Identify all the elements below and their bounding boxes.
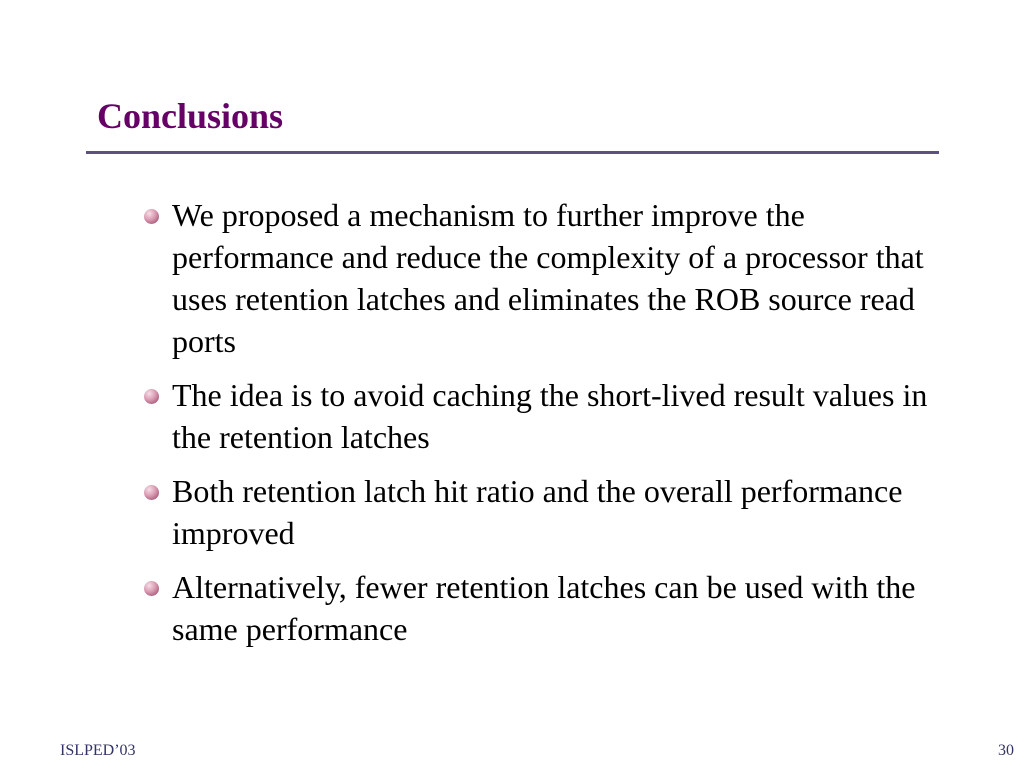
bullet-item bbox=[141, 470, 941, 554]
bullet-text: We proposed a mechanism to further improve the performance and reduce the complexity of a processor that uses retention latches and eliminates the ROB source read ports bbox=[172, 197, 924, 359]
bullet-item bbox=[141, 194, 941, 362]
bullet-text: Both retention latch hit ratio and the overall performance improved bbox=[172, 473, 903, 551]
footer-page-number: 30 bbox=[998, 742, 1014, 759]
bullet-text: The idea is to avoid caching the short-lived result values in the retention latches bbox=[172, 377, 928, 455]
bullet-item bbox=[141, 566, 941, 650]
bullet-dot-icon bbox=[144, 485, 159, 500]
bullet-dot-icon bbox=[144, 209, 159, 224]
slide-title: Conclusions bbox=[97, 96, 284, 136]
bullet-list bbox=[141, 194, 941, 662]
footer-conference: ISLPED’03 bbox=[60, 742, 136, 759]
title-divider bbox=[86, 151, 939, 154]
bullet-dot-icon bbox=[144, 389, 159, 404]
bullet-text: Alternatively, fewer retention latches can be used with the same performance bbox=[172, 569, 916, 647]
bullet-dot-icon bbox=[144, 581, 159, 596]
bullet-item bbox=[141, 374, 941, 458]
